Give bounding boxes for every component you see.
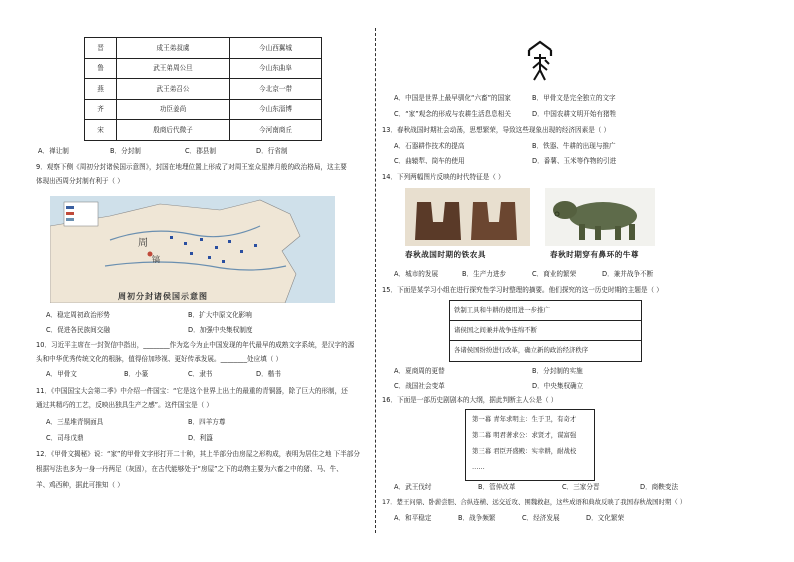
q9-option-d[interactable]: D．加强中央集权制度 (188, 326, 253, 334)
oracle-glyph-jia (525, 40, 555, 84)
q10-stem-line2: 头和中华优秀传统文化的根脉，值得倍加珍视、更好传承发展。________处应填（ ） (36, 355, 283, 363)
q16-outline-box (465, 409, 595, 481)
q9-stem-line1: 9．观察下侧《周初分封诸侯国示意图》，封国在地理位置上形成了对周王室众星捧月般的政治格局，这主要 (36, 163, 347, 171)
caption-ox-zun: 春秋时期穿有鼻环的牛尊 (550, 250, 640, 259)
q9-option-a[interactable]: A．稳定周初政治形势 (46, 311, 110, 319)
q14-option-b[interactable]: B．生产力进步 (462, 270, 507, 278)
q12-stem-line2: 根据写法也多为一身一丹两足（灰固），在古代能够处于“房屋”之下的动物主要为六畜之中的猪、马、牛、 (36, 465, 343, 473)
q13-option-c[interactable]: C．曲辕犁、筒车的使用 (394, 157, 465, 165)
q14-option-a[interactable]: A．城市的发展 (394, 270, 439, 278)
q8-option-b[interactable]: B．分封制 (110, 147, 141, 155)
q10-option-b[interactable]: B．小篆 (124, 370, 149, 378)
q10-stem-line1: 10．习近平主席在一封贺信中指出，________作为迄今为止中国发现的年代最早的成熟文字系统，是汉字的源 (36, 341, 355, 349)
q15-box-line: 铁制工具和牛耕的使用进一步推广 (450, 301, 641, 321)
q15-box-line: 诸侯国之间兼并战争连绵不断 (450, 321, 641, 341)
q11-option-a[interactable]: A．三星堆青铜面具 (46, 418, 104, 426)
q12-option-d[interactable]: D．中国农耕文明开始有猪牲 (532, 110, 617, 118)
q8-option-a[interactable]: A．禅让制 (38, 147, 69, 155)
table-row: 燕 武王弟召公 今北京一带 (85, 79, 322, 100)
q12-stem-line3: 羊、鸡西种，据此可推知（ ） (36, 481, 124, 489)
q14-stem-line1: 14．下列两幅图片反映的时代特征是（ ） (382, 173, 505, 181)
q15-stem-line1: 15．下面是某学习小组在进行探究性学习时整理的摘要。他们探究的这一历史时期的主题是（ ） (382, 286, 663, 294)
q15-option-c[interactable]: C．战国社会变革 (394, 382, 445, 390)
q13-option-d[interactable]: D．番薯、玉米等作物的引进 (532, 157, 617, 165)
q12-option-b[interactable]: B．甲骨文是完全独立的文字 (532, 94, 616, 102)
q17-option-d[interactable]: D．文化繁荣 (586, 514, 625, 522)
q14-option-d[interactable]: D．兼并战争不断 (602, 270, 654, 278)
q11-option-c[interactable]: C．司母戊鼎 (46, 434, 84, 442)
q17-option-b[interactable]: B．战争频繁 (458, 514, 496, 522)
q16-option-d[interactable]: D．商鞅变法 (640, 483, 679, 491)
caption-iron-tools: 春秋战国时期的铁农具 (405, 250, 486, 259)
q10-option-a[interactable]: A．甲骨文 (46, 370, 77, 378)
q16-option-c[interactable]: C．三家分晋 (562, 483, 600, 491)
q12-option-c[interactable]: C．“家”观念的形成与农耕生活息息相关 (394, 110, 511, 118)
ox-zun-image (545, 188, 655, 246)
table-row: 宋 殷商后代微子 今河南商丘 (85, 120, 322, 141)
q13-option-a[interactable]: A．石器耕作技术的提高 (394, 142, 465, 150)
q15-option-d[interactable]: D．中央集权确立 (532, 382, 584, 390)
q11-option-d[interactable]: D．利簋 (188, 434, 213, 442)
q10-option-c[interactable]: C．隶书 (188, 370, 213, 378)
q15-option-a[interactable]: A．夏商周的更替 (394, 367, 445, 375)
q11-option-b[interactable]: B．四羊方尊 (188, 418, 226, 426)
q11-stem-line1: 11．《中国国宝大会第二季》中介绍一件国宝：“它是这个世界上出土的最重的青铜器，除了巨大的形制，还 (36, 387, 348, 395)
fief-table (84, 37, 322, 141)
column-divider (375, 28, 376, 533)
q14-option-c[interactable]: C．商业的繁荣 (532, 270, 577, 278)
q16-box-line: 第三幕 君臣开盛殿：实幸耕，耐战校 (472, 447, 577, 455)
q17-option-a[interactable]: A．和平稳定 (394, 514, 432, 522)
iron-tools-image (405, 188, 530, 246)
q13-option-b[interactable]: B．铁器、牛耕的出现与推广 (532, 142, 616, 150)
map-title: 周初分封诸侯国示意图 (118, 292, 208, 301)
map-image (50, 196, 335, 303)
q15-summary-box (449, 300, 642, 362)
q9-option-c[interactable]: C．促进各民族间交融 (46, 326, 110, 334)
q12-option-a[interactable]: A．中国是世界上最早驯化“六畜”的国家 (394, 94, 511, 102)
map-label-hao: 镐 (152, 255, 160, 264)
map-label-zhou: 周 (138, 238, 148, 249)
q8-option-d[interactable]: D．行省制 (256, 147, 288, 155)
q16-stem-line1: 16．下面是一部历史剧剧本的大纲，据此判断主人公是（ ） (382, 396, 558, 404)
q16-option-b[interactable]: B．管仲改革 (478, 483, 516, 491)
table-row: 晋 成王弟叔虞 今山西翼城 (85, 38, 322, 59)
q16-box-line: 第二幕 明君著求公：求贤才，谋富强 (472, 431, 577, 439)
q17-option-c[interactable]: C．经济发展 (522, 514, 560, 522)
q17-stem-line1: 17．楚王问鼎、卧薪尝胆、合纵连横、远交近攻、围魏救赵，这些成语和典故反映了我国春秋战国时期（ ） (382, 498, 687, 506)
q8-option-c[interactable]: C．郡县制 (185, 147, 216, 155)
q15-box-line: 各诸侯国纷纷进行改革，确立新的政治经济秩序 (454, 346, 589, 354)
q16-box-line: 第一幕 青年求明主：生于卫，有奇才 (472, 415, 577, 423)
q11-stem-line2: 通过其精巧的工艺，反映出独具生产之感”。这件国宝是（ ） (36, 401, 213, 409)
q15-option-b[interactable]: B．分封制的实施 (532, 367, 583, 375)
q10-option-d[interactable]: D．楷书 (256, 370, 281, 378)
table-row: 鲁 武王弟周公旦 今山东曲阜 (85, 58, 322, 79)
q16-option-a[interactable]: A．武王伐纣 (394, 483, 432, 491)
q16-box-line: …… (472, 463, 485, 471)
q13-stem-line1: 13．春秋战国时期社会动荡，思想繁荣，导致这些现象出现的经济因素是（ ） (382, 126, 611, 134)
table-row: 齐 功臣姜尚 今山东淄博 (85, 99, 322, 120)
q9-option-b[interactable]: B．扩大中原文化影响 (188, 311, 252, 319)
q9-stem-line2: 体现出西周分封制有利于（ ） (36, 177, 124, 185)
q12-stem-line1: 12．《甲骨文揭秘》说：“家”的甲骨文字形打开二十种，其上半部分由房屋之形构成，表明为居住之地 下半部分 (36, 450, 360, 458)
